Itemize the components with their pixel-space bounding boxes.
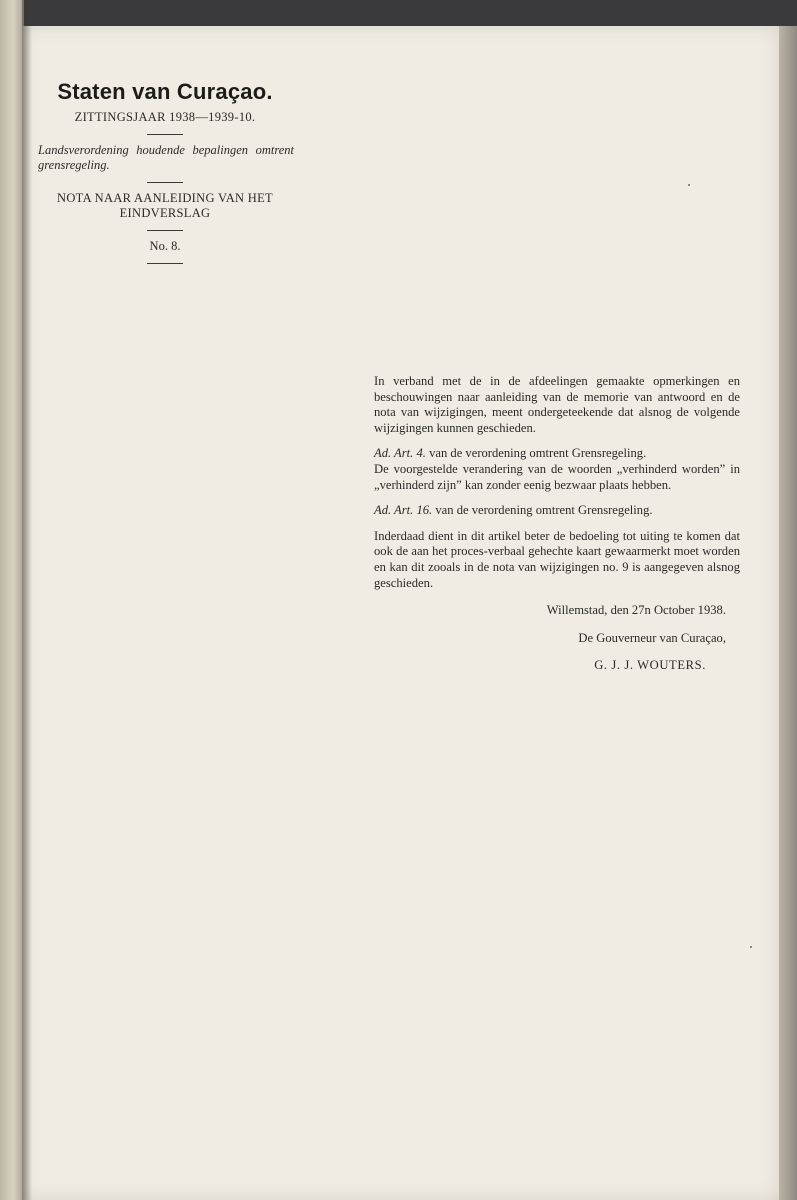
- assembly-title: Staten van Curaçao.: [57, 79, 273, 104]
- document-number: No. 8.: [149, 239, 181, 253]
- article-16-reference: Ad. Art. 16.: [374, 503, 433, 518]
- signatory-office: De Gouverneur van Curaçao,: [578, 630, 726, 645]
- paper-speck: [688, 184, 690, 186]
- signature-block: [374, 603, 740, 674]
- article-4-section: [374, 446, 740, 493]
- paper-speck: [750, 946, 752, 948]
- ordinance-subject: Landsverordening houdende bepalingen omtrent grensregeling.: [38, 143, 294, 172]
- article-4-text: De voorgestelde verandering van de woorden „verhinderd worden” in „verhinderd zijn” kan zonder eenig bezwaar plaats hebben.: [374, 461, 740, 492]
- place-date: Willemstad, den 27n October 1938.: [546, 603, 726, 618]
- nota-title: NOTA NAAR AANLEIDING VAN HET EINDVERSLAG: [57, 191, 273, 220]
- divider: [147, 230, 183, 231]
- previous-page-edge: [0, 0, 24, 1200]
- page-right-edge: [779, 26, 797, 1200]
- article-4-heading: [374, 446, 740, 462]
- article-16-heading: [374, 503, 740, 519]
- divider: [147, 182, 183, 183]
- article-16-section: [374, 503, 740, 591]
- divider: [147, 263, 183, 264]
- article-4-heading-text: van de verordening omtrent Grensregeling.: [429, 446, 647, 461]
- intro-paragraph: In verband met de in de afdeelingen gemaakte opmerkingen en beschouwingen naar aanleiding van de memorie van antwoord en de nota van wijzigingen, meent ondergeteekende dat alsnog de volgende wijzigingen kunnen geschieden.: [374, 374, 740, 435]
- session-year: ZITTINGSJAAR 1938—1939-10.: [74, 110, 256, 124]
- divider: [147, 134, 183, 135]
- article-4-reference: Ad. Art. 4.: [374, 446, 426, 461]
- binding-shadow: [22, 0, 32, 1200]
- document-header: [30, 80, 300, 272]
- article-16-text: Inderdaad dient in dit artikel beter de bedoeling tot uiting te komen dat ook de aan het proces-verbaal gehechte kaart gewaarmerkt moet worden en kan dit zooals in de nota van wijzigingen no. 9 is aangegeven alsnog geschieden.: [374, 528, 740, 590]
- document-body: [374, 374, 740, 674]
- signatory-name: G. J. J. WOUTERS.: [594, 658, 706, 673]
- article-16-heading-text: van de verordening omtrent Grensregeling.: [435, 503, 653, 518]
